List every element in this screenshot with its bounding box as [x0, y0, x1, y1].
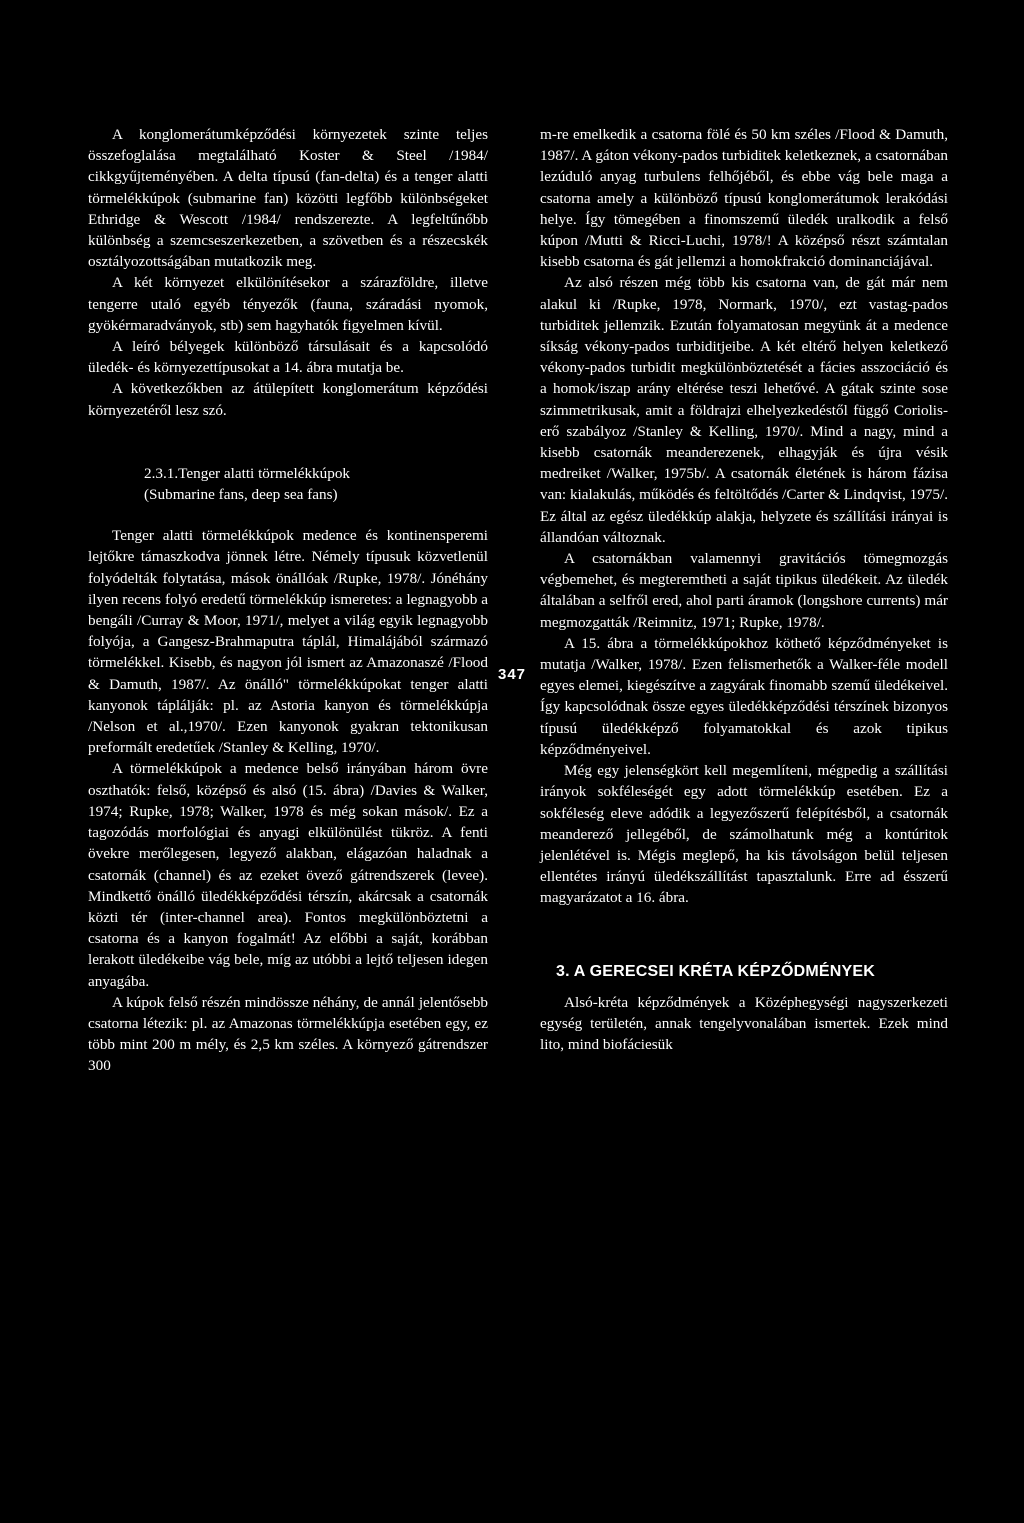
- right-column: [540, 124, 948, 1055]
- subsection-subtitle: (Submarine fans, deep sea fans): [144, 486, 338, 504]
- paragraph: A 15. ábra a törmelékkúpokhoz köthető képződményeket is mutatja /Walker, 1978/. Ezen felismerhetők a Walker-féle modell egyes elemei, kiegészítve a zagyárak finomabb szemű üledékeivel. Így kapcsolódnak össze egyes üledékképződési térszínek bizonyos típusú üledékképző folyamatokkal és azok tipikus képződményeivel.: [540, 634, 948, 758]
- paragraph: A két környezet elkülönítésekor a szárazföldre, illetve tengerre utaló egyéb tényezők (fauna, száradási nyomok, gyökérmaradványok, stb) sem hagyhatók figyelmen kívül.: [88, 274, 488, 334]
- paragraph: A következőkben az átülepített konglomerátum képződési környezetéről lesz szó.: [88, 380, 488, 419]
- paragraph: A kúpok felső részén mindössze néhány, de annál jelentősebb csatorna létezik: pl. az Amazonas törmelékkúpja esetében egy, ez több mint 200 m mély, és 2,5 km széles. A környező gátrendszer 300: [88, 993, 488, 1075]
- section-heading: 3. A GERECSEI KRÉTA KÉPZŐDMÉNYEK: [556, 962, 876, 980]
- subsection-title: 2.3.1.Tenger alatti törmelékkúpok: [144, 464, 351, 482]
- paragraph: m-re emelkedik a csatorna fölé és 50 km széles /Flood & Damuth, 1987/. A gáton vékony-pados turbiditek keletkeznek, a csatornában lezúduló anyag turbulens felhőjéből, és ebbe vág bele maga a csatorna amely a különböző típusú konglomerátumok lerakódási helye. Így tömegében a finomszemű üledék uralkodik a felső kúpon /Mutti & Ricci-Luchi, 1978/! A középső részt számtalan kisebb csatorna és gát jellemzi a homokfrakció dominanciájával.: [540, 126, 948, 271]
- paragraph: A törmelékkúpok a medence belső irányában három övre oszthatók: felső, középső és alsó (15. ábra) /Davies & Walker, 1974; Rupke, 1978; Walker, 1978 és még sokan mások/. Ez a tagozódás morfológiai és anyagi elkülönülést tükröz. A fenti övekre merőlegesen, legyező alakban, elágazóan haladnak a csatornák (channel) és az ezeket övező gátrendszerek (levee). Mindkettő önálló üledékképződési térszín, akárcsak a csatornák közti tér (inter-channel area). Fontos megkülönböztetni a csatorna és a kanyon fogalmát! Az előbbi a saját, korábban lerakott üledékeibe vág bele, míg az utóbbi a lejtő teljesen idegen anyagába.: [88, 760, 488, 990]
- paragraph: A leíró bélyegek különböző társulásait és a kapcsolódó üledék- és környezettípusokat a 14. ábra mutatja be.: [88, 338, 488, 377]
- paragraph: Az alsó részen még több kis csatorna van, de gát már nem alakul ki /Rupke, 1978, Normark, 1970/, ezt vastag-pados turbiditek jellemzik. Ezután folyamatosan megyünk át a medence síkság vékony-pados turbiditjeibe. A két eltérő helyen keletkező vékony-pados turbidit megkülönböztetését a fácies asszociáció és a homok/iszap arány eltérése teszi lehetővé. A gátak szinte sose szimmetrikusak, amit a földrajzi elhelyezkedéstől függő Coriolis-erő szabályoz /Stanley & Kelling, 1970/. Mind a nagy, mind a kisebb csatornák meanderezenek, elhagyják és újra vésik medreiket /Walker, 1975b/. A csatornák életének is három fázisa van: kialakulás, működés és feltöltődés /Carter & Lindqvist, 1975/. Ez által az egész üledékkúp alakja, helyzete és szállítási irányai is állandóan változnak.: [540, 274, 948, 546]
- paragraph: Még egy jelenségkört kell megemlíteni, mégpedig a szállítási irányok sokféleségét egy adott törmelékkúp esetében. Ez a sokféleség eleve adódik a legyezőszerű felépítésből, a csatornák meanderező jellegéből, de számolhatunk még a kontúritok jelenlétével is. Mégis meglepő, ha kis távolságon belül teljesen ellentétes irányú üledékszállítást tapasztalunk. Erre ad ésszerű magyarázatot a 16. ábra.: [540, 762, 948, 907]
- paragraph: Tenger alatti törmelékkúpok medence és kontinensperemi lejtőkre támaszkodva jönnek létre. Némely típusuk közvetlenül folyódelták folytatása, mások önállóak /Rupke, 1978/. Jónéhány ilyen recens folyó eredetű törmelékkúp ismeretes: a legnagyobb a bengáli /Curray & Moor, 1971/, melyet a világ egyik legnagyobb folyója, a Gangesz-Brahmaputra táplál, Himalájából származó törmelékkel. Kisebb, és nagyon jól ismert az Amazonaszé /Flood & Damuth, 1987/. Az önálló" törmelékkúpokat tenger alatti kanyonok táplálják: pl. az Astoria kanyon és törmelékkúpja /Nelson et al.,1970/. Ezen kanyonok gyakran tektonikusan preformált eredetűek /Stanley & Kelling, 1970/.: [88, 527, 488, 757]
- subsection-heading: [88, 463, 488, 505]
- paragraph: A konglomerátumképződési környezetek szinte teljes összefoglalása megtalálható Koster & Steel /1984/ cikkgyűjteményében. A delta típusú (fan-delta) és a tenger alatti törmelékkúpok (submarine fan) közötti legfőbb különbségeket Ethridge & Wescott /1984/ rendszerezte. A legfeltűnőbb különbség a szemcseszerkezetben, a szövetben és a részecskék osztályozottságában mutatkozik meg.: [88, 126, 488, 271]
- page-number: 347: [497, 666, 527, 683]
- paragraph: Alsó-kréta képződmények a Középhegységi nagyszerkezeti egység területén, annak tengelyvonalában ismertek. Ezek mind lito, mind biofáciesük: [540, 993, 948, 1054]
- left-column: [88, 124, 488, 1077]
- paragraph: A csatornákban valamennyi gravitációs tömegmozgás végbemehet, és megteremtheti a saját tipikus üledékeit. Az üledék általában a selfről ered, ahol parti áramok (longshore currents) már megmozgatták /Reimnitz, 1971; Rupke, 1978/.: [540, 550, 948, 631]
